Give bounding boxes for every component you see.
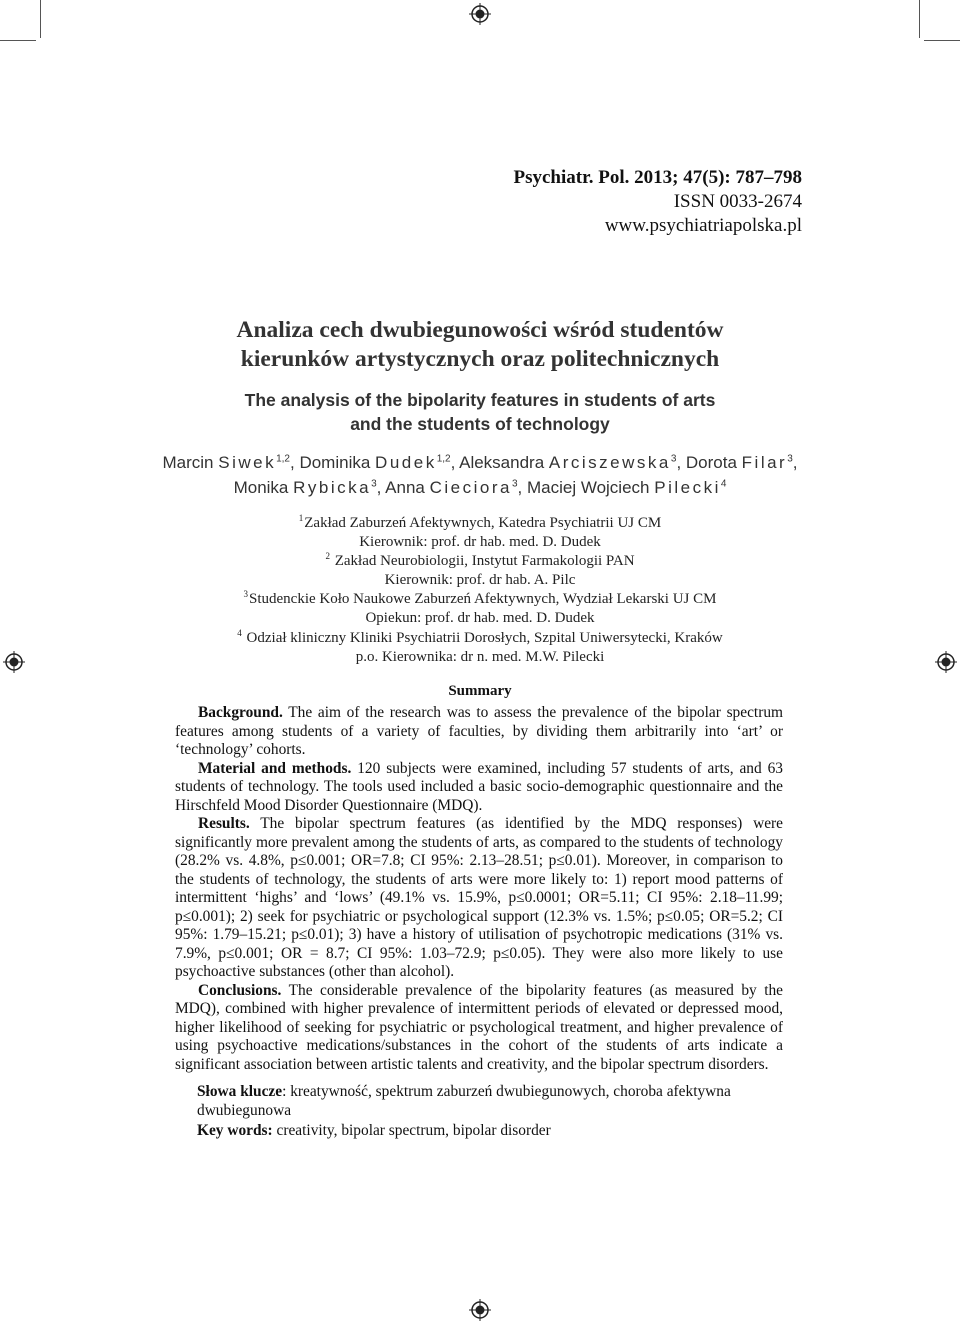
author: Monika Rybicka$^3$: [233, 478, 377, 497]
affiliation-name: $^3$Studenckie Koło Naukowe Zaburzeń Afektywnych, Wydział Lekarski UJ CM: [243, 589, 717, 608]
affiliation-list: [120, 514, 840, 667]
title-polish-line: Analiza cech dwubiegunowości wśród studentów: [236, 317, 724, 343]
registration-mark-right-icon: [935, 651, 957, 673]
author-surname: Siwek: [218, 453, 277, 472]
author: Anna Cieciora$^3$: [385, 478, 518, 497]
author: Marcin Siwek$^{1,2}$: [162, 453, 290, 472]
affiliation-head: Kierownik: prof. dr hab. A. Pilc: [384, 572, 576, 589]
author-surname: Cieciora: [429, 478, 512, 497]
title-english: [0, 388, 960, 436]
affiliation-head: p.o. Kierownika: dr n. med. M.W. Pilecki: [355, 648, 605, 665]
affiliation-name: $^1$Zakład Zaburzeń Afektywnych, Katedra Psychiatrii UJ CM: [298, 513, 662, 531]
author-affiliation-ref: 3: [371, 478, 377, 490]
summary-heading: Summary: [448, 683, 512, 699]
author: Maciej Wojciech Pilecki$^4$: [526, 478, 727, 497]
section-label: Material and methods.: [198, 759, 352, 777]
title-english-line: The analysis of the bipolarity features in students of arts: [244, 390, 716, 410]
crop-mark-top-right: [919, 0, 920, 38]
affiliation-number: 2: [325, 551, 330, 562]
journal-url: www.psychiatriapolska.pl: [604, 215, 802, 236]
affiliation-number: 3: [243, 589, 249, 600]
crop-mark-top-left: [0, 40, 36, 41]
title-english-line: and the students of technology: [350, 414, 610, 434]
keywords-english: Key words: creativity, bipolar spectrum, bipolar disorder: [197, 1122, 551, 1139]
affiliation-name: $^2$ Zakład Neurobiologii, Instytut Farmakologii PAN: [325, 551, 635, 570]
keywords-block: [197, 1082, 783, 1140]
author-surname: Dudek: [375, 453, 437, 472]
author-affiliation-ref: 4: [720, 478, 727, 490]
affiliation-name: $^4$ Odział kliniczny Kliniki Psychiatrii Dorosłych, Szpital Uniwersytecki, Kraków: [237, 627, 723, 646]
summary-body: [175, 704, 783, 1074]
section-label: Conclusions.: [198, 981, 282, 999]
registration-mark-bottom-icon: [469, 1299, 491, 1321]
author-surname: Pilecki: [654, 478, 721, 497]
title-polish-line: kierunków artystycznych oraz politechnicznych: [240, 346, 720, 372]
author: Dominika Dudek$^{1,2}$: [299, 453, 451, 472]
author: Dorota Filar$^3$: [685, 453, 793, 472]
crop-mark-top-right: [924, 40, 960, 41]
summary-paragraph: Background. The aim of the research was to assess the prevalence of the bipolar spectrum features among students of a variety of faculties, by dividing them arbitrarily into ‘art’ or ‘technology’ cohorts.: [175, 704, 783, 758]
author-surname: Filar: [741, 453, 788, 472]
summary-paragraph: Conclusions. The considerable prevalence of the bipolarity features (as measured by the MDQ), combined with higher prevalence of intermittent periods of elevated or depressed mood, higher likelihood of seeking for psychiatric or psychological treatment, and higher prevalence of using psychoactive medications/substances in the cohort of the students of arts indicate a significant association between artistic talents and creativity, and the bipolar spectrum disorders.: [175, 981, 783, 1073]
registration-mark-top-icon: [469, 3, 491, 25]
author-list: Marcin Siwek$^{1,2}$, Dominika Dudek$^{1,2}$, Aleksandra Arciszewska$^3$, Dorota Filar$^3$, Monika Rybicka$^3$, Anna Cieciora$^3$, Maciej Wojciech Pilecki$^4$: [162, 453, 798, 497]
author-surname: Arciszewska: [548, 453, 671, 472]
keywords-english-label: Key words:: [197, 1122, 273, 1139]
section-label: Background.: [198, 704, 283, 721]
journal-issn: ISSN 0033-2674: [673, 191, 802, 212]
author-affiliation-ref: 3: [670, 453, 677, 465]
author: Aleksandra Arciszewska$^3$: [459, 453, 677, 472]
journal-citation: Psychiatr. Pol. 2013; 47(5): 787–798: [513, 167, 802, 188]
section-label: Results.: [198, 815, 250, 832]
affiliation-head: Kierownik: prof. dr hab. med. D. Dudek: [359, 534, 601, 551]
keywords-polish-label: Słowa klucze: [197, 1083, 283, 1100]
author-affiliation-ref: 3: [511, 478, 518, 490]
author-affiliation-ref: 1,2: [276, 453, 290, 465]
title-polish: [0, 316, 960, 374]
crop-mark-top-left: [40, 0, 41, 38]
affiliation-number: 1: [298, 513, 304, 523]
keywords-polish: Słowa klucze: kreatywność, spektrum zaburzeń dwubiegunowych, choroba afektywna dwubiegunowa: [197, 1083, 731, 1119]
affiliation-head: Opiekun: prof. dr hab. med. D. Dudek: [365, 610, 595, 627]
summary-paragraph: Results. The bipolar spectrum features (as identified by the MDQ responses) were significantly more prevalent among the students of arts, as compared to the students of technology (28.2% vs. 4.8%, p≤0.001; OR=7.8; CI 95%: 2.13–28.51; p≤0.01). Moreover, in comparison to the students of technology, the students of arts were more likely to: 1) report mood patterns of intermittent ‘highs’ and ‘lows’ (49.1% vs. 15.9%, p≤0.0001; OR=5.11; CI 95%: 2.18–11.99; p≤0.001); 2) seek for psychiatric or psychological support (12.3% vs. 1.5%; p≤0.05; OR=5.2; CI 95%: 1.79–15.21; p≤0.01); 3) have a history of utilisation of psychotropic medications (31% vs. 7.9%, p≤0.001; OR = 8.7; CI 95%: 1.03–72.9; p≤0.05). They were also more likely to use psychoactive substances (other than alcohol).: [175, 815, 783, 980]
affiliation-number: 4: [237, 627, 242, 638]
author-surname: Rybicka: [293, 478, 372, 497]
summary-paragraph: Material and methods. 120 subjects were examined, including 57 students of arts, and 63 students of technology. The tools used included a basic socio-demographic questionnaire and the Hirschfeld Mood Disorder Questionnaire (MDQ).: [175, 759, 783, 814]
author-affiliation-ref: 1,2: [436, 453, 451, 465]
author-affiliation-ref: 3: [787, 453, 793, 465]
registration-mark-left-icon: [3, 651, 25, 673]
journal-header: [514, 166, 803, 238]
